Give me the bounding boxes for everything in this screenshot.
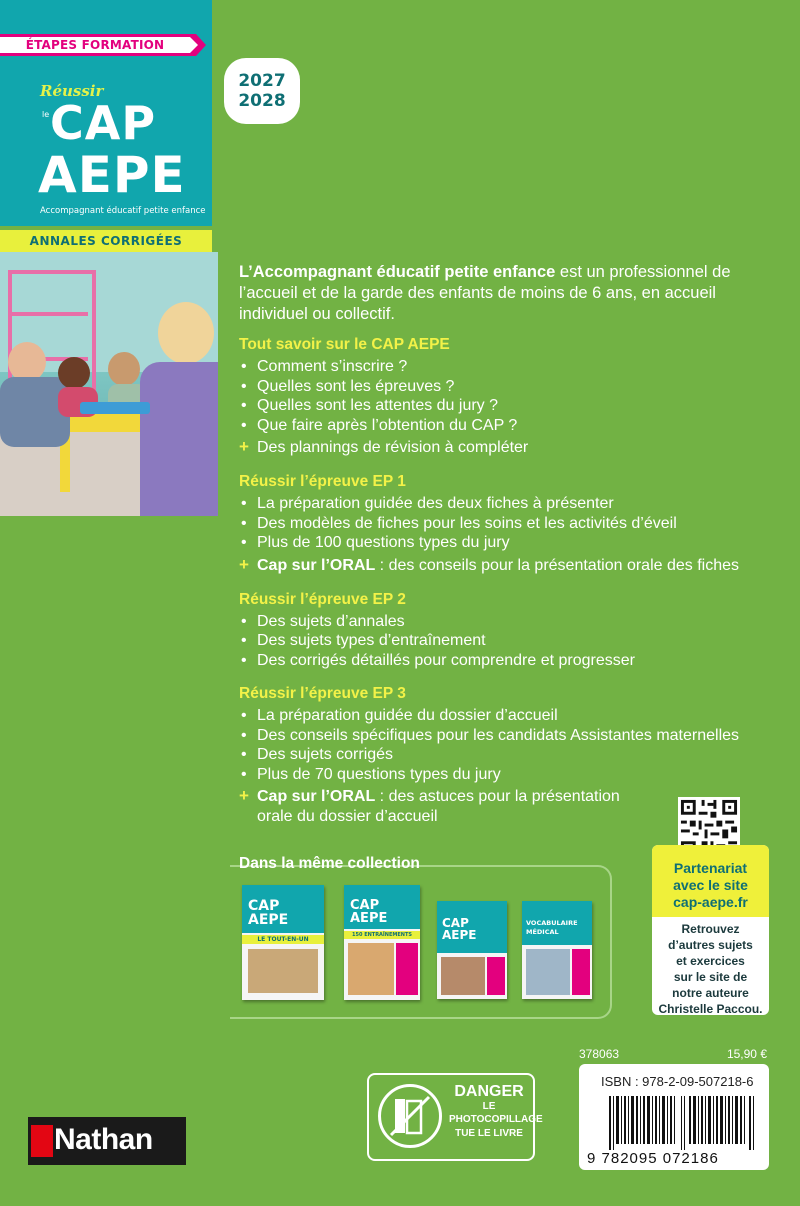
list-item: • Des sujets d’annales	[241, 612, 405, 630]
list-item-text: Comment s’inscrire ?	[257, 358, 408, 375]
book-thumbnail	[522, 901, 592, 999]
danger-title: DANGER	[454, 1083, 524, 1100]
barcode	[579, 1064, 769, 1170]
list-item-text: Quelles sont les attentes du jury ?	[257, 397, 499, 414]
danger-line: PHOTOCOPILLAGE	[449, 1114, 543, 1125]
list-item: • Que faire après l’obtention du CAP ?	[241, 416, 518, 434]
photo-shelf-board	[10, 312, 88, 316]
intro-paragraph	[239, 262, 779, 325]
year-end: 2028	[238, 91, 286, 111]
book-title-1: CAP	[442, 916, 469, 930]
book-title-2: AEPE	[248, 912, 289, 928]
book-title-1: VOCABULAIRE	[526, 919, 578, 927]
list-item-text: Quelles sont les épreuves ?	[257, 377, 455, 395]
list-item-text: La préparation guidée des deux fiches à présenter	[257, 495, 614, 512]
photo-girl2-head	[108, 352, 140, 386]
isbn: ISBN : 978-2-09-507218-6	[601, 1074, 754, 1089]
plus-icon: +	[239, 786, 249, 805]
list-item-text: Des conseils spécifiques pour les candidats Assistantes maternelles	[257, 726, 740, 744]
year-start: 2027	[238, 71, 286, 91]
product-code: 378063	[579, 1047, 620, 1061]
plus-item-text: Des plannings de révision à compléter	[257, 439, 529, 456]
photocopier-icon	[378, 1084, 442, 1148]
list-item-text: Des sujets d’annales	[257, 612, 405, 630]
book-title-1: CAP	[248, 898, 280, 914]
book-title-2: MÉDICAL	[526, 928, 559, 936]
plus-item-bold: Cap sur l’ORAL	[257, 788, 376, 805]
section-ep1	[239, 472, 779, 576]
section-title: Réussir l’épreuve EP 1	[239, 473, 406, 490]
danger-text	[449, 1083, 543, 1141]
book-thumbnail	[344, 885, 420, 1000]
publisher-logo	[28, 1117, 186, 1165]
partner-line: avec le site	[673, 876, 748, 893]
subtitle: Accompagnant éducatif petite enfance	[40, 206, 206, 216]
photo-boy-head	[8, 342, 46, 382]
list-item-text: Plus de 70 questions types du jury	[257, 765, 501, 783]
publisher-logo-mark	[31, 1125, 53, 1157]
list-item: • Des modèles de fiches pour les soins et les activités d’éveil	[241, 514, 677, 532]
title-aepe: AEPE	[38, 146, 186, 204]
plus-icon: +	[239, 554, 249, 574]
barcode-bars	[609, 1096, 759, 1150]
series-banner: ÉTAPES FORMATION	[0, 37, 190, 53]
partner-heading	[652, 845, 769, 917]
book-title-2: AEPE	[442, 928, 477, 942]
section-title: Réussir l’épreuve EP 2	[239, 590, 406, 608]
list-item: • Plus de 100 questions types du jury	[241, 534, 510, 551]
plus-item	[239, 556, 779, 576]
book-title-1: CAP	[350, 898, 380, 913]
book-title-2: AEPE	[350, 911, 388, 926]
section-title: Réussir l’épreuve EP 3	[239, 685, 406, 702]
barcode-header	[579, 1047, 767, 1061]
danger-line: TUE LE LIVRE	[455, 1128, 523, 1139]
list-item: • Plus de 70 questions types du jury	[241, 765, 501, 783]
ean-number: 9 782095 072186	[587, 1150, 719, 1167]
section-ep2	[239, 590, 779, 671]
list-item: • Des sujets types d’entraînement	[241, 632, 486, 649]
list-item: • Des conseils spécifiques pour les candidats Assistantes maternelles	[241, 726, 740, 744]
list-item-text: Des sujets types d’entraînement	[257, 632, 486, 649]
list-item-text: Des corrigés détaillés pour comprendre et progresser	[257, 651, 635, 669]
list-item-text: Plus de 100 questions types du jury	[257, 534, 510, 551]
list-item-text: Que faire après l’obtention du CAP ?	[257, 416, 518, 434]
collection-title: Dans la même collection	[239, 855, 420, 872]
book-tag: 150 ENTRAÎNEMENTS	[344, 931, 420, 939]
photocopy-warning	[367, 1073, 543, 1161]
plus-item-text: : des astuces pour la présentation orale du dossier d’accueil	[257, 788, 620, 825]
photo-toy	[80, 402, 150, 414]
publisher-name: Nathan	[54, 1123, 153, 1156]
partner-site-link[interactable]: cap-aepe.fr	[673, 893, 748, 910]
book-thumbnail	[437, 901, 507, 999]
reussir-label: Réussir	[40, 82, 104, 100]
list-item-text: Des sujets corrigés	[257, 746, 394, 763]
cover-photo	[0, 252, 218, 516]
intro-rest: est un professionnel de l’accueil et de la garde des enfants de moins de 6 ans, en accueil individuel ou collectif.	[239, 263, 731, 323]
list-item: • La préparation guidée du dossier d’accueil	[241, 707, 558, 724]
plus-item	[239, 438, 779, 458]
list-item: • Quelles sont les attentes du jury ?	[241, 397, 499, 414]
book-tag: LE TOUT-EN-UN	[242, 935, 324, 944]
list-item: • Des corrigés détaillés pour comprendre et progresser	[241, 651, 635, 669]
partner-line: Partenariat	[673, 859, 748, 876]
section-title: Tout savoir sur le CAP AEPE	[239, 336, 450, 353]
plus-item-text: : des conseils pour la présentation orale des fiches	[375, 556, 739, 574]
partner-box	[652, 845, 769, 1015]
book-thumbnail	[242, 885, 324, 1000]
list-item-text: Des modèles de fiches pour les soins et les activités d’éveil	[257, 514, 677, 532]
list-item: • Comment s’inscrire ?	[241, 358, 408, 375]
price: 15,90 €	[726, 1047, 767, 1061]
le-label: le	[42, 110, 50, 119]
photo-girl-head	[58, 357, 90, 389]
list-item-text: La préparation guidée du dossier d’accueil	[257, 707, 558, 724]
plus-item	[239, 787, 657, 827]
year-badge	[224, 58, 300, 124]
list-item: • Quelles sont les épreuves ?	[241, 377, 455, 395]
photo-woman-head	[158, 302, 214, 364]
intro-bold: L’Accompagnant éducatif petite enfance	[239, 263, 556, 281]
plus-item-bold: Cap sur l’ORAL	[257, 556, 376, 574]
danger-line: LE	[482, 1101, 496, 1112]
photo-woman-body	[140, 362, 218, 516]
description	[239, 262, 779, 837]
annales-banner: ANNALES CORRIGÉES	[0, 230, 212, 252]
section-cap-aepe	[239, 335, 779, 458]
list-item: • Des sujets corrigés	[241, 746, 394, 763]
partner-text: Retrouvez d’autres sujets et exercices sur le site de notre auteure Christelle Paccou.	[658, 922, 763, 1015]
plus-icon: +	[239, 437, 249, 456]
list-item: • La préparation guidée des deux fiches à présenter	[241, 495, 614, 512]
title-cap: CAP	[50, 96, 157, 150]
